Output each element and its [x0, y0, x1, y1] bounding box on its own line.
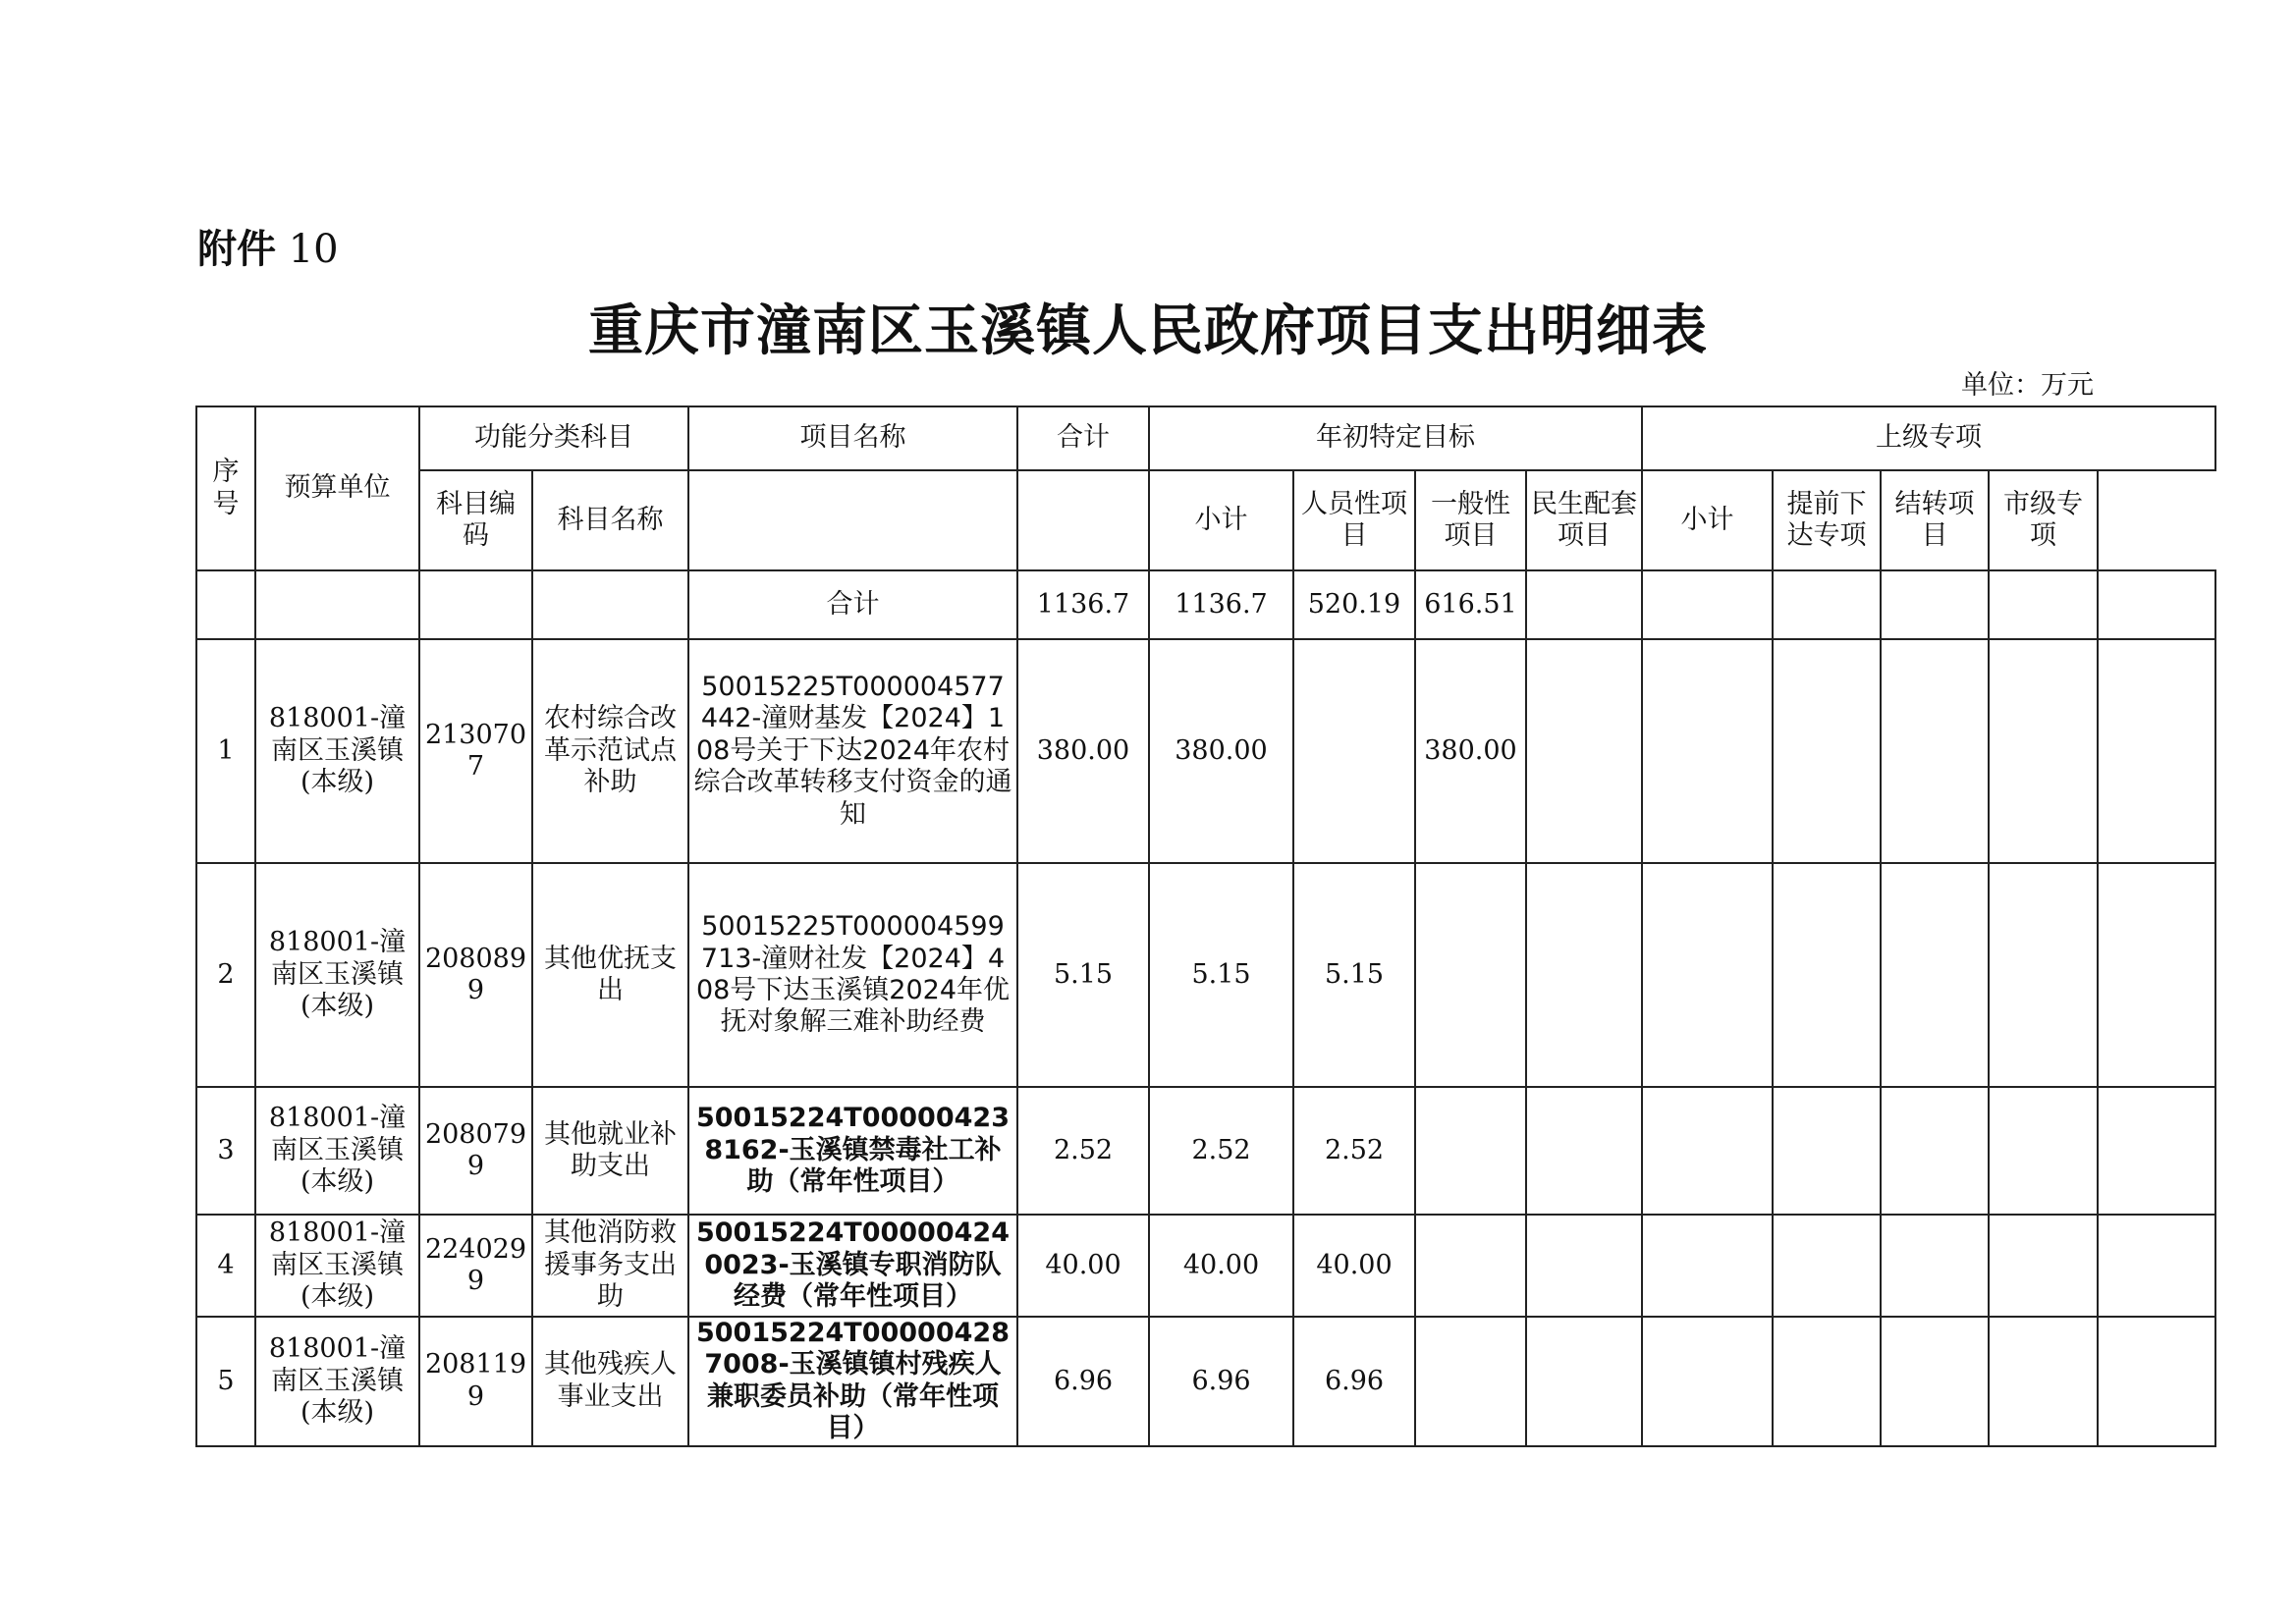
header-subject-code: 科目编码 — [419, 470, 532, 570]
header-blank-total — [1017, 470, 1149, 570]
row-unit: 818001-潼南区玉溪镇(本级) — [255, 639, 419, 863]
header-superior: 上级专项 — [1642, 406, 2215, 470]
table-row — [196, 863, 2215, 1087]
header-sup-subtotal: 小计 — [1642, 470, 1773, 570]
header-general: 一般性项目 — [1415, 470, 1526, 570]
row-personnel: 5.15 — [1293, 863, 1415, 1087]
header-annual-target: 年初特定目标 — [1149, 406, 1642, 470]
row-total: 5.15 — [1017, 863, 1149, 1087]
row-subtotal: 40.00 — [1149, 1215, 1293, 1317]
row-code: 2080799 — [419, 1087, 532, 1215]
total-subtotal: 1136.7 — [1149, 570, 1293, 639]
row-unit: 818001-潼南区玉溪镇(本级) — [255, 863, 419, 1087]
table-row — [196, 1317, 2215, 1446]
row-subtotal: 2.52 — [1149, 1087, 1293, 1215]
row-subject: 其他残疾人事业支出 — [532, 1317, 688, 1446]
header-row-2 — [196, 470, 2215, 570]
row-seq: 2 — [196, 863, 255, 1087]
header-project-name: 项目名称 — [688, 406, 1017, 470]
header-total: 合计 — [1017, 406, 1149, 470]
unit-note: 单位：万元 — [1961, 370, 2094, 401]
row-code: 2081199 — [419, 1317, 532, 1446]
row-project: 50015224T000004240023-玉溪镇专职消防队经费（常年性项目） — [688, 1215, 1017, 1317]
total-general: 616.51 — [1415, 570, 1526, 639]
row-seq: 4 — [196, 1215, 255, 1317]
expenditure-table — [195, 406, 2216, 1447]
row-subject: 其他就业补助支出 — [532, 1087, 688, 1215]
header-row-1 — [196, 406, 2215, 470]
row-personnel: 6.96 — [1293, 1317, 1415, 1446]
table-row — [196, 639, 2215, 863]
row-total: 380.00 — [1017, 639, 1149, 863]
header-carryover: 结转项目 — [1881, 470, 1989, 570]
row-code: 2240299 — [419, 1215, 532, 1317]
row-unit: 818001-潼南区玉溪镇(本级) — [255, 1317, 419, 1446]
table-row — [196, 1087, 2215, 1215]
row-subtotal: 380.00 — [1149, 639, 1293, 863]
row-subject: 农村综合改革示范试点补助 — [532, 639, 688, 863]
row-subject: 其他优抚支出 — [532, 863, 688, 1087]
row-personnel: 40.00 — [1293, 1215, 1415, 1317]
row-project: 50015225T000004599713-潼财社发【2024】408号下达玉溪镇2024年优抚对象解三难补助经费 — [688, 863, 1017, 1087]
page-title: 重庆市潼南区玉溪镇人民政府项目支出明细表 — [588, 298, 1708, 363]
row-general: 380.00 — [1415, 639, 1526, 863]
row-code: 2130707 — [419, 639, 532, 863]
row-general — [1415, 863, 1526, 1087]
row-seq: 3 — [196, 1087, 255, 1215]
row-general — [1415, 1215, 1526, 1317]
row-general — [1415, 1317, 1526, 1446]
row-project: 50015224T000004238162-玉溪镇禁毒社工补助（常年性项目） — [688, 1087, 1017, 1215]
header-budget-unit: 预算单位 — [255, 406, 419, 570]
row-subtotal: 5.15 — [1149, 863, 1293, 1087]
header-livelihood: 民生配套项目 — [1526, 470, 1642, 570]
header-seq: 序号 — [196, 406, 255, 570]
row-project: 50015225T000004577442-潼财基发【2024】108号关于下达2024年农村综合改革转移支付资金的通知 — [688, 639, 1017, 863]
header-subject-name: 科目名称 — [532, 470, 688, 570]
total-row — [196, 570, 2215, 639]
header-func-class: 功能分类科目 — [419, 406, 688, 470]
attachment-label: 附件 10 — [197, 227, 339, 272]
header-subtotal: 小计 — [1149, 470, 1293, 570]
table-row — [196, 1215, 2215, 1317]
row-personnel — [1293, 639, 1415, 863]
row-total: 2.52 — [1017, 1087, 1149, 1215]
row-seq: 5 — [196, 1317, 255, 1446]
row-unit: 818001-潼南区玉溪镇(本级) — [255, 1215, 419, 1317]
total-value: 1136.7 — [1017, 570, 1149, 639]
row-subtotal: 6.96 — [1149, 1317, 1293, 1446]
row-unit: 818001-潼南区玉溪镇(本级) — [255, 1087, 419, 1215]
total-label: 合计 — [688, 570, 1017, 639]
row-general — [1415, 1087, 1526, 1215]
row-personnel: 2.52 — [1293, 1087, 1415, 1215]
row-total: 6.96 — [1017, 1317, 1149, 1446]
row-code: 2080899 — [419, 863, 532, 1087]
row-subject: 其他消防救援事务支出助 — [532, 1215, 688, 1317]
total-personnel: 520.19 — [1293, 570, 1415, 639]
header-blank-project — [688, 470, 1017, 570]
row-total: 40.00 — [1017, 1215, 1149, 1317]
header-municipal: 市级专项 — [1989, 470, 2098, 570]
row-seq: 1 — [196, 639, 255, 863]
header-personnel: 人员性项目 — [1293, 470, 1415, 570]
header-advance: 提前下达专项 — [1773, 470, 1881, 570]
row-project: 50015224T000004287008-玉溪镇镇村残疾人兼职委员补助（常年性项目） — [688, 1317, 1017, 1446]
